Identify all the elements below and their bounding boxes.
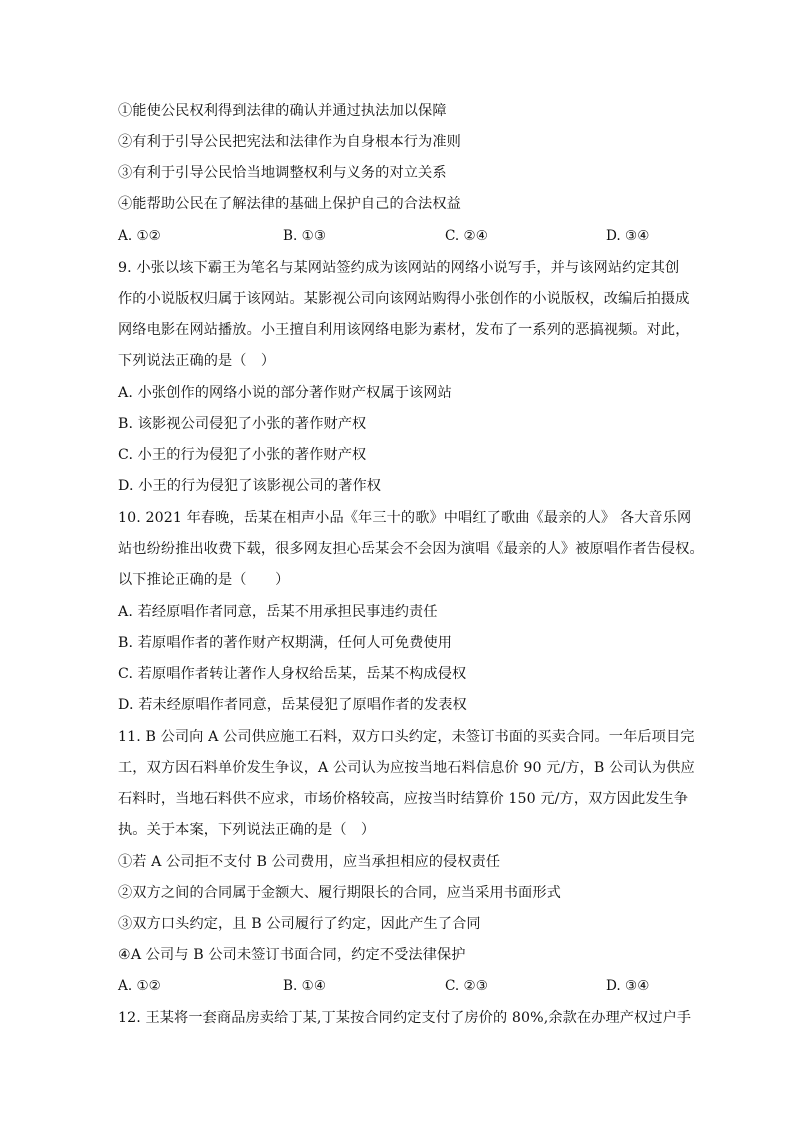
q9-stem-line-2: 作的小说版权归属于该网站。某影视公司向该网站购得小张创作的小说版权，改编后拍摄成 [118, 291, 690, 307]
q9-stem-line-1: 9. 小张以垓下霸王为笔名与某网站签约成为该网站的网络小说写手，并与该网站约定其创 [118, 260, 680, 276]
q10-option-b: B. 若原唱作者的著作财产权期满，任何人可免费使用 [118, 635, 453, 651]
q11-statement-3: ③双方口头约定，且 B 公司履行了约定，因此产生了合同 [118, 916, 481, 932]
q9-option-c: C. 小王的行为侵犯了小张的著作财产权 [118, 447, 367, 463]
q11-stem-line-4: 执。关于本案，下列说法正确的是（ ） [118, 822, 376, 838]
q9-option-a: A. 小张创作的网络小说的部分著作财产权属于该网站 [118, 385, 452, 401]
q9-option-b: B. 该影视公司侵犯了小张的著作财产权 [118, 416, 367, 432]
q8-statement-1: ①能使公民权利得到法律的确认并通过执法加以保障 [118, 103, 447, 119]
q9-stem-line-4: 下列说法正确的是（ ） [118, 353, 276, 369]
q10-option-a: A. 若经原唱作者同意，岳某不用承担民事违约责任 [118, 604, 438, 620]
q8-statement-4: ④能帮助公民在了解法律的基础上保护自己的合法权益 [118, 196, 461, 212]
q8-option-d: D. ③④ [606, 228, 650, 244]
q11-statement-4: ④A 公司与 B 公司未签订书面合同，约定不受法律保护 [118, 947, 466, 963]
q10-stem-line-3: 以下推论正确的是（ ） [118, 572, 290, 588]
q11-option-a: A. ①② [118, 978, 161, 994]
q11-statement-2: ②双方之间的合同属于金额大、履行期限长的合同，应当采用书面形式 [118, 885, 561, 901]
q10-option-d: D. 若未经原唱作者同意，岳某侵犯了原唱作者的发表权 [118, 697, 467, 713]
q8-option-b: B. ①③ [283, 228, 327, 244]
q11-option-d: D. ③④ [606, 978, 650, 994]
q8-statement-2: ②有利于引导公民把宪法和法律作为自身根本行为准则 [118, 134, 461, 150]
q8-statement-3: ③有利于引导公民恰当地调整权利与义务的对立关系 [118, 165, 447, 181]
q9-stem-line-3: 网络电影在网站播放。小王擅自利用该网络电影为素材，发布了一系列的恶搞视频。对此， [118, 322, 690, 338]
q11-options [118, 976, 678, 996]
q10-stem-line-2: 站也纷纷推出收费下载，很多网友担心岳某会不会因为演唱《最亲的人》被原唱作者告侵权。 [118, 541, 704, 557]
q10-option-c: C. 若原唱作者转让著作人身权给岳某，岳某不构成侵权 [118, 666, 467, 682]
q11-option-c: C. ②③ [445, 978, 488, 994]
q11-stem-line-2: 工，双方因石料单价发生争议，A 公司认为应按当地石料信息价 90 元/方，B 公司认为供应 [118, 760, 695, 776]
q11-stem-line-3: 石料时，当地石料供不应求，市场价格较高，应按当时结算价 150 元/方，双方因此发生争 [118, 791, 689, 807]
q9-option-d: D. 小王的行为侵犯了该影视公司的著作权 [118, 478, 382, 494]
q11-stem-line-1: 11. B 公司向 A 公司供应施工石料，双方口头约定，未签订书面的买卖合同。一年后项目完 [118, 729, 695, 745]
q8-option-c: C. ②④ [445, 228, 488, 244]
q8-option-a: A. ①② [118, 228, 161, 244]
q11-statement-1: ①若 A 公司拒不支付 B 公司费用，应当承担相应的侵权责任 [118, 854, 501, 870]
q12-stem-line-1: 12. 王某将一套商品房卖给丁某,丁某按合同约定支付了房价的 80%,余款在办理产权过户手 [118, 1010, 692, 1026]
q8-options [118, 226, 678, 246]
q10-stem-line-1: 10. 2021 年春晚，岳某在相声小品《年三十的歌》中唱红了歌曲《最亲的人》 各大音乐网 [118, 510, 692, 526]
q11-option-b: B. ①④ [283, 978, 327, 994]
